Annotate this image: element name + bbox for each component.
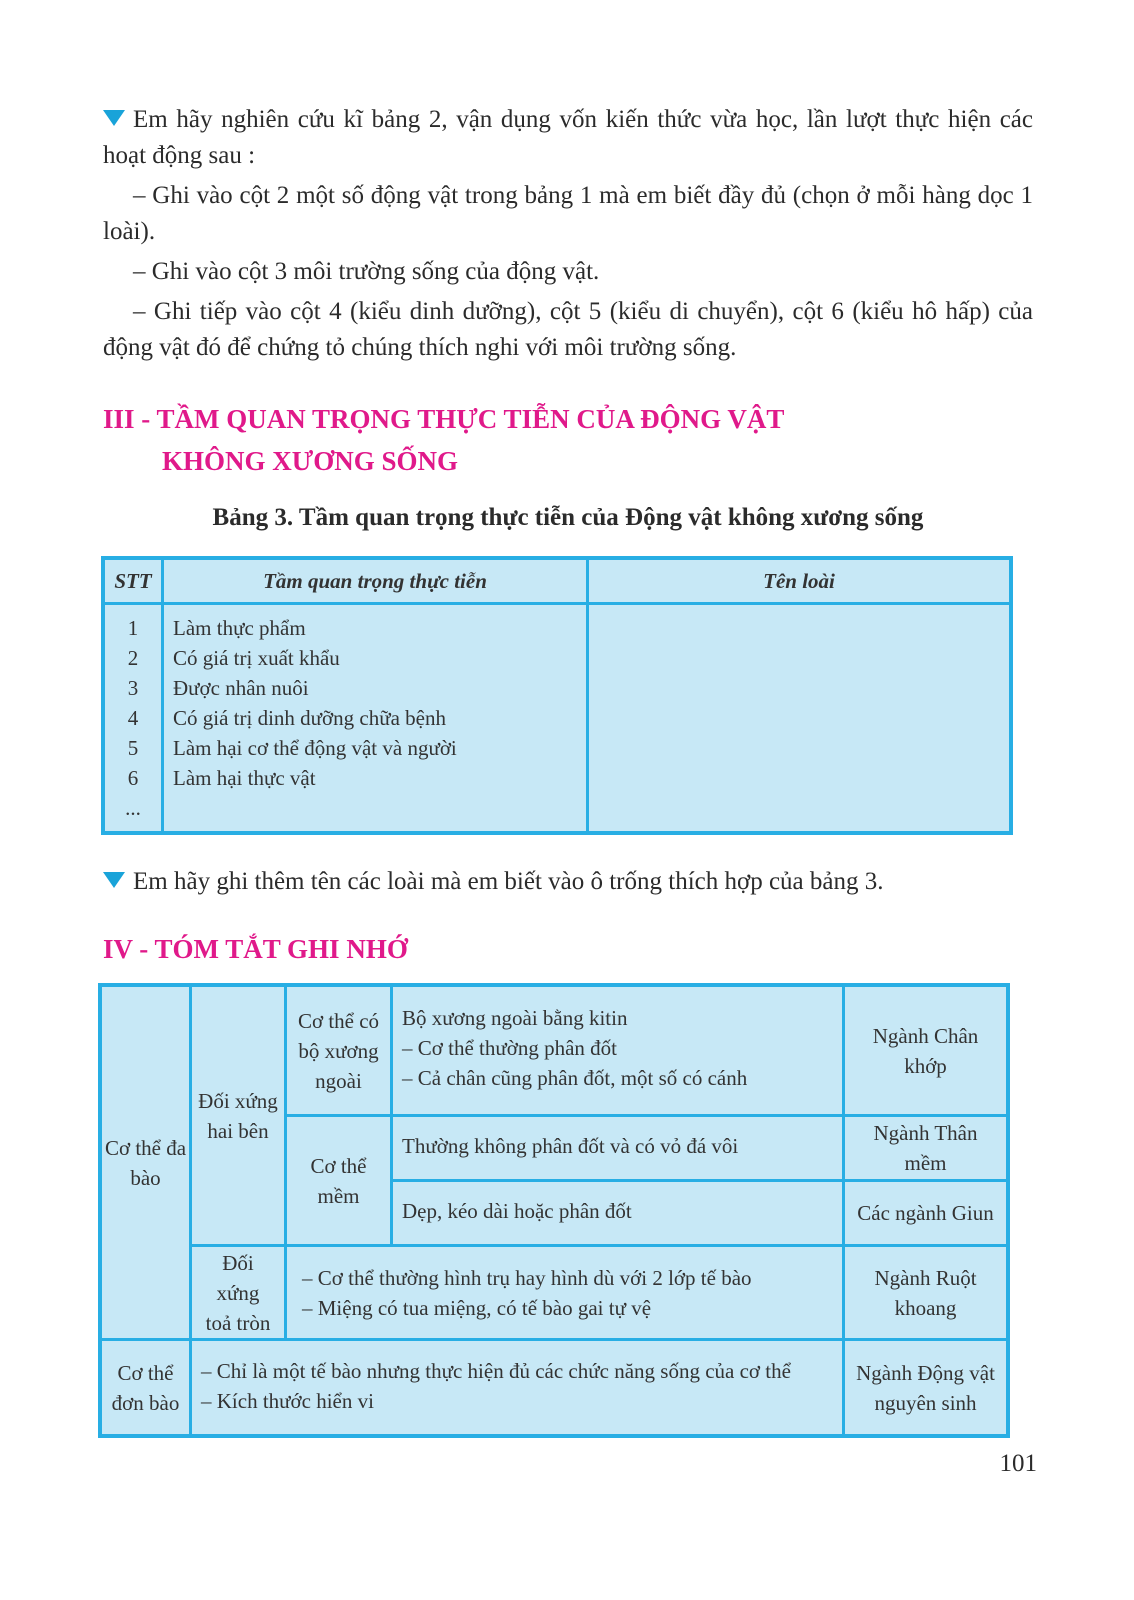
summary-cnidaria: Ngành Ruột khoang: [845, 1247, 1006, 1338]
table-3-stt: 2: [127, 646, 139, 670]
summary-radial-desc: [287, 1247, 842, 1338]
triangle-bullet-icon: [103, 110, 125, 126]
triangle-bullet-icon: [103, 872, 125, 888]
table-3-header-importance: Tầm quan trọng thực tiễn: [164, 560, 586, 602]
table-3-stt: ...: [125, 796, 141, 820]
table-3-header-stt: STT: [105, 560, 161, 602]
table-3-item: Làm thực phẩm: [173, 616, 306, 640]
summary-radial-desc-2: – Miệng có tua miệng, có tế bào gai tự vệ: [302, 1296, 652, 1320]
activity-step-2: – Ghi vào cột 3 môi trường sống của động vật.: [133, 258, 600, 285]
table-3-item: Được nhân nuôi: [173, 676, 309, 700]
table-3-stt: 1: [127, 616, 139, 640]
table-3-importance-column: [164, 605, 586, 831]
table-3-stt: 5: [127, 736, 139, 760]
page-number: 101: [999, 1450, 1037, 1477]
table-3-item: Có giá trị xuất khẩu: [173, 646, 340, 670]
table-3-item: Có giá trị dinh dưỡng chữa bệnh: [173, 706, 446, 730]
table-3-stt: 6: [127, 766, 139, 790]
table-3-stt-column: [105, 605, 161, 831]
activity-2: [103, 864, 1033, 900]
table-3-item: Làm hại cơ thể động vật và người: [173, 736, 457, 760]
summary-single-cell: Cơ thể đơn bào: [102, 1341, 189, 1434]
summary-worm-desc: Dẹp, kéo dài hoặc phân đốt: [393, 1182, 842, 1244]
summary-multi-cell: Cơ thể đa bào: [102, 987, 189, 1338]
summary-single-desc: [192, 1341, 842, 1434]
summary-single-desc-2: – Kích thước hiển vi: [201, 1389, 374, 1413]
activity-intro: [103, 102, 1033, 174]
summary-single-desc-1: – Chỉ là một tế bào nhưng thực hiện đủ các chức năng sống của cơ thể: [201, 1359, 791, 1383]
summary-arthropoda: Ngành Chân khớp: [845, 987, 1006, 1114]
activity-step-1: – Ghi vào cột 2 một số động vật trong bảng 1 mà em biết đầy đủ (chọn ở mỗi hàng dọc 1 loài).: [103, 182, 1033, 245]
summary-exo-desc-3: – Cả chân cũng phân đốt, một số có cánh: [402, 1066, 748, 1090]
activity-2-text: Em hãy ghi thêm tên các loài mà em biết vào ô trống thích hợp của bảng 3.: [133, 868, 884, 895]
table-3-caption: Bảng 3. Tầm quan trọng thực tiễn của Động vật không xương sống: [212, 504, 924, 531]
section-3-heading-line-2: KHÔNG XƯƠNG SỐNG: [162, 446, 459, 476]
section-3-heading-line-1: III - TẦM QUAN TRỌNG THỰC TIỄN CỦA ĐỘNG VẬT: [103, 404, 785, 434]
activity-intro-text: Em hãy nghiên cứu kĩ bảng 2, vận dụng vốn kiến thức vừa học, lần lượt thực hiện các hoạt động sau :: [103, 106, 1033, 169]
summary-exo-desc-1: Bộ xương ngoài bằng kitin: [402, 1006, 628, 1030]
summary-bilateral: Đối xứng hai bên: [192, 987, 284, 1244]
summary-worms: Các ngành Giun: [845, 1182, 1006, 1244]
summary-exoskeleton-desc: [393, 987, 842, 1114]
table-3-stt: 3: [127, 676, 139, 700]
summary-soft-body: Cơ thể mềm: [287, 1117, 390, 1244]
table-3-header-species: Tên loài: [589, 560, 1009, 602]
summary-mollusc-desc: Thường không phân đốt và có vỏ đá vôi: [393, 1117, 842, 1179]
summary-radial: Đối xứng toả tròn: [192, 1247, 284, 1338]
table-3-item: Làm hại thực vật: [173, 766, 316, 790]
activity-step-3: – Ghi tiếp vào cột 4 (kiểu dinh dưỡng), cột 5 (kiểu di chuyển), cột 6 (kiểu hô hấp) của động vật đó để chứng tỏ chúng thích nghi với môi trường sống.: [103, 298, 1033, 361]
summary-mollusca: Ngành Thân mềm: [845, 1117, 1006, 1179]
section-4-heading: IV - TÓM TẮT GHI NHỚ: [103, 934, 408, 964]
summary-exoskeleton: Cơ thể có bộ xương ngoài: [287, 987, 390, 1114]
summary-exo-desc-2: – Cơ thể thường phân đốt: [402, 1036, 617, 1060]
table-3-stt: 4: [127, 706, 139, 730]
summary-protozoa: Ngành Động vật nguyên sinh: [845, 1341, 1006, 1434]
table-3-species-column[interactable]: [589, 605, 1009, 831]
summary-radial-desc-1: – Cơ thể thường hình trụ hay hình dù với 2 lớp tế bào: [302, 1266, 752, 1290]
